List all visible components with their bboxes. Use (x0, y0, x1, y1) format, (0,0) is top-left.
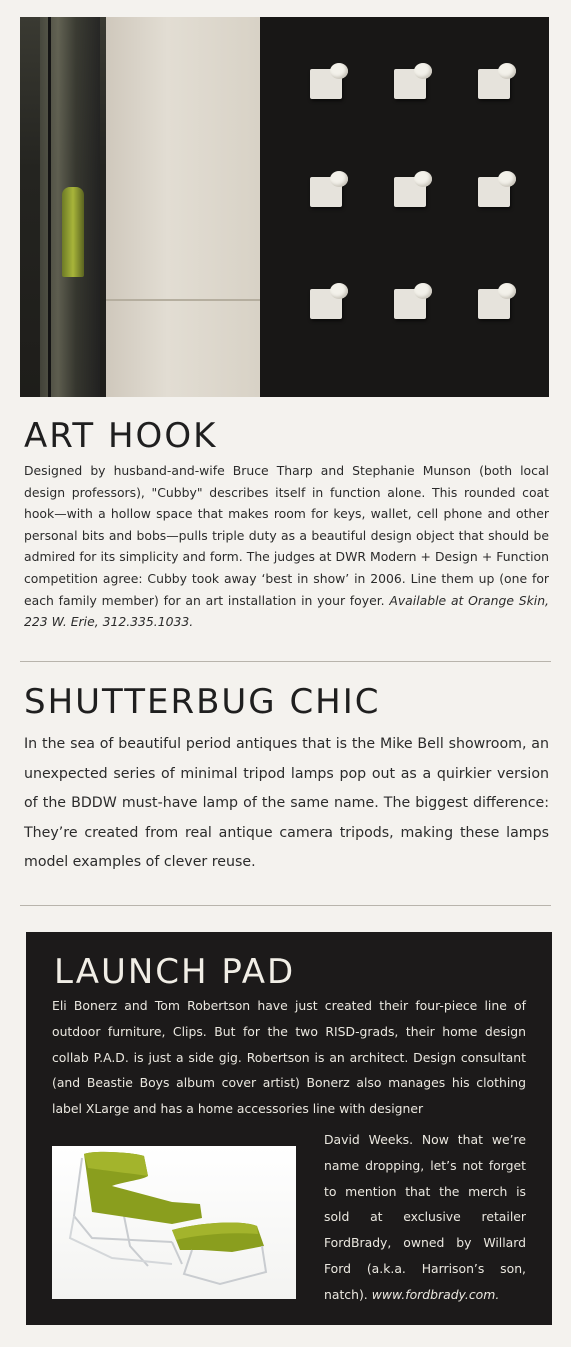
section-divider (20, 905, 551, 906)
shutterbug-title: SHUTTERBUG CHIC (24, 682, 381, 722)
launch-pad-title: LAUNCH PAD (54, 952, 296, 992)
coat-hook (394, 289, 426, 319)
coat-hook (478, 177, 510, 207)
art-hook-text: Designed by husband-and-wife Bruce Tharp and Stephanie Munson (both local design professors), "Cubby" describes itself in function alone. This rounded coat hook—with a hollow space that makes room for keys, wallet, cell phone and other personal bits and bobs—pulls triple duty as a beautiful design object that should be admired for its simplicity and form. The judges at DWR Modern + Design + Function competition agree: Cubby took away ‘best in show’ in 2006. Line them up (one for each family member) for an art installation in your foyer. (24, 463, 549, 608)
shutterbug-body: In the sea of beautiful period antiques that is the Mike Bell showroom, an unexpected series of minimal tripod lamps pop out as a quirkier version of the BDDW must-have lamp of the same name. The biggest difference: They’re created from real antique camera tripods, making these lamps model examples of clever reuse. (24, 736, 549, 870)
launch-pad-body-continued (324, 1127, 526, 1308)
art-hook-title: ART HOOK (24, 416, 218, 456)
art-hook-body (24, 460, 549, 633)
art-hook-credit: Available at Orange Skin, 223 W. Erie, 312.335.1033. (24, 592, 549, 630)
coat-hook (394, 177, 426, 207)
coat-hook (310, 177, 342, 207)
coat-hook (478, 289, 510, 319)
coat-hook (478, 69, 510, 99)
launch-pad-body: Eli Bonerz and Tom Robertson have just created their four-piece line of outdoor furniture, Clips. But for the two RISD-grads, their home design collab P.A.D. is just a side gig. Robertson is an architect. Design consultant (and Beastie Boys album cover artist) Bonerz also manages his clothing label XLarge and has a home accessories line with designer (52, 998, 526, 1117)
coat-hook (310, 289, 342, 319)
launch-pad-text: David Weeks. Now that we’re name dropping, let’s not forget to mention that the merch is sold at exclusive retailer FordBrady, owned by Willard Ford (a.k.a. Harrison’s son, natch). (324, 1132, 526, 1302)
green-lounge-chair-illustration (52, 1146, 296, 1299)
cubby-hooks-photo (20, 17, 549, 397)
section-divider (20, 661, 551, 662)
coat-hook (310, 69, 342, 99)
coat-hook (394, 69, 426, 99)
clips-chair-photo (52, 1146, 296, 1299)
launch-pad-credit: www.fordbrady.com. (371, 1286, 500, 1302)
